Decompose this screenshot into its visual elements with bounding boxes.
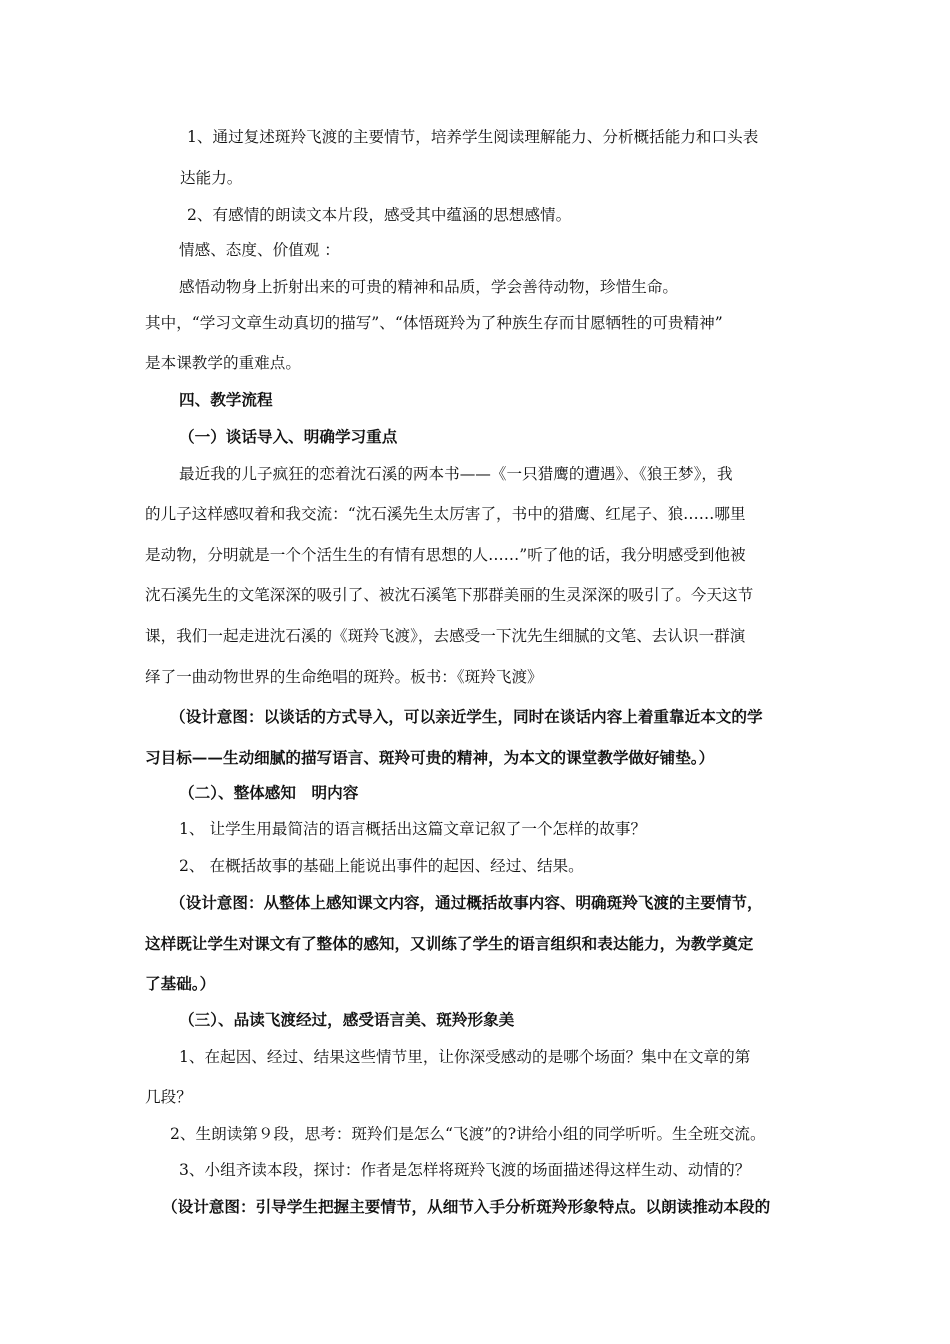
task-3-2: 2、生朗读第９段，思考：斑羚们是怎么“飞渡”的?讲给小组的同学听听。生全班交流。 <box>170 1125 766 1143</box>
intro-paragraph-line-3: 是动物，分明就是一个个活生生的有情有思想的人……”听了他的话，我分明感受到他被 <box>145 546 746 564</box>
subsection-heading-2: （二）、整体感知 明内容 <box>179 783 359 802</box>
design-intent-2-line-3: 了基础。） <box>145 974 216 993</box>
task-2-2: 2、 在概括故事的基础上能说出事件的起因、经过、结果。 <box>179 857 584 875</box>
objective-1-line-1: 1、通过复述斑羚飞渡的主要情节，培养学生阅读理解能力、分析概括能力和口头表 <box>187 128 759 146</box>
intro-paragraph-line-4: 沈石溪先生的文笔深深的吸引了、被沈石溪笔下那群美丽的生灵深深的吸引了。今天这节 <box>145 586 754 604</box>
emotion-goal: 感悟动物身上折射出来的可贵的精神和品质，学会善待动物，珍惜生命。 <box>179 278 679 296</box>
design-intent-3-line-1: （设计意图：引导学生把握主要情节，从细节入手分析斑羚形象特点。以朗读推动本段的 <box>162 1197 771 1216</box>
intro-paragraph-line-1: 最近我的儿子疯狂的恋着沈石溪的两本书——《一只猎鹰的遭遇》、《狼王梦》，我 <box>179 465 733 483</box>
design-intent-2-line-1: （设计意图：从整体上感知课文内容，通过概括故事内容、明确斑羚飞渡的主要情节， <box>170 893 763 912</box>
task-3-3: 3、小组齐读本段，探讨：作者是怎样将斑羚飞渡的场面描述得这样生动、动情的？ <box>179 1161 751 1179</box>
design-intent-1-line-2: 习目标——生动细腻的描写语言、斑羚可贵的精神，为本文的课堂教学做好铺垫。） <box>145 748 715 767</box>
intro-paragraph-line-5: 课，我们一起走进沈石溪的《斑羚飞渡》，去感受一下沈先生细腻的文笔、去认识一群演 <box>145 627 746 645</box>
intro-paragraph-line-6: 绎了一曲动物世界的生命绝唱的斑羚。板书：《斑羚飞渡》 <box>145 668 543 686</box>
section-heading-teaching-process: 四、教学流程 <box>179 390 273 409</box>
subsection-heading-1: （一）谈话导入、明确学习重点 <box>179 427 398 446</box>
key-points-line-2: 是本课教学的重难点。 <box>145 354 301 372</box>
task-2-1: 1、 让学生用最简洁的语言概括出这篇文章记叙了一个怎样的故事？ <box>179 820 647 838</box>
objective-2: 2、有感情的朗读文本片段，感受其中蕴涵的思想感情。 <box>187 206 572 224</box>
task-3-1-line-1: 1、在起因、经过、结果这些情节里，让你深受感动的是哪个场面？集中在文章的第 <box>179 1048 751 1066</box>
design-intent-2-line-2: 这样既让学生对课文有了整体的感知，又训练了学生的语言组织和表达能力，为教学奠定 <box>145 934 754 953</box>
task-3-1-line-2: 几段？ <box>145 1088 192 1106</box>
design-intent-1-line-1: （设计意图：以谈话的方式导入，可以亲近学生，同时在谈话内容上着重靠近本文的学 <box>170 707 763 726</box>
intro-paragraph-line-2: 的儿子这样感叹着和我交流：“沈石溪先生太厉害了，书中的猎鹰、红尾子、狼……哪里 <box>145 505 746 523</box>
key-points-line-1: 其中，“学习文章生动真切的描写”、“体悟斑羚为了种族生存而甘愿牺牲的可贵精神” <box>145 314 723 332</box>
subsection-heading-3: （三）、品读飞渡经过，感受语言美、斑羚形象美 <box>179 1010 515 1029</box>
objective-1-line-2: 达能力。 <box>180 169 243 187</box>
emotion-attitude-heading: 情感、态度、价值观 ： <box>179 241 340 259</box>
